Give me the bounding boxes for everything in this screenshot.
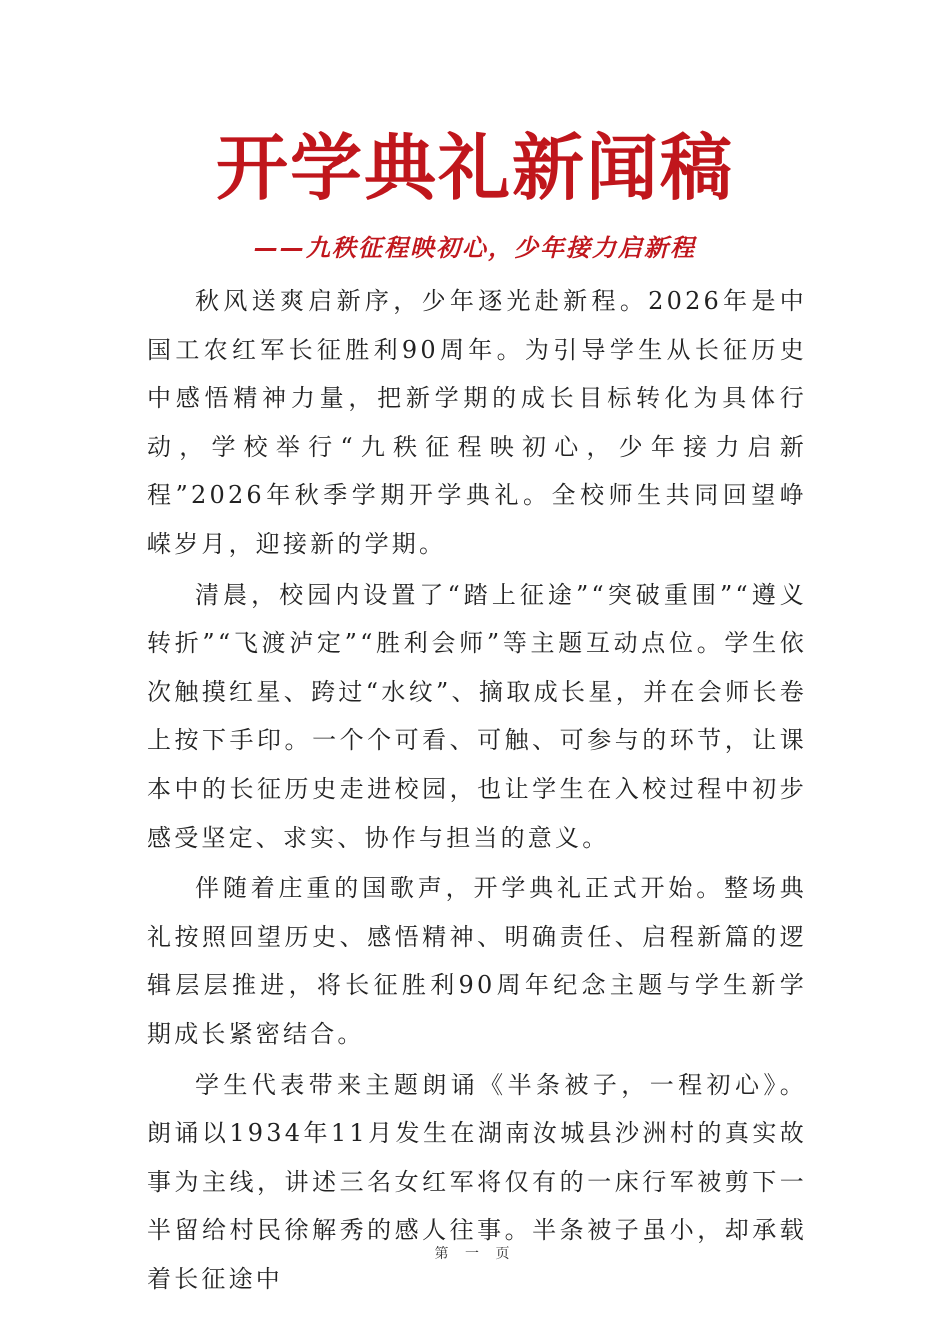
article-body: [147, 277, 807, 1303]
paragraph-4: 学生代表带来主题朗诵《半条被子，一程初心》。朗诵以1934年11月发生在湖南汝城县沙洲村的真实故事为主线，讲述三名女红军将仅有的一床行军被剪下一半留给村民徐解秀的感人往事。半条被子虽小，却承载着长征途中: [147, 1070, 807, 1293]
paragraph-1: 秋风送爽启新序，少年逐光赴新程。2026年是中国工农红军长征胜利90周年。为引导学生从长征历史中感悟精神力量，把新学期的成长目标转化为具体行动，学校举行“九秩征程映初心，少年接力启新程”2026年秋季学期开学典礼。全校师生共同回望峥嵘岁月，迎接新的学期。: [147, 287, 807, 558]
page-subtitle: ——九秩征程映初心，少年接力启新程: [254, 234, 696, 262]
paragraph-3: 伴随着庄重的国歌声，开学典礼正式开始。整场典礼按照回望历史、感悟精神、明确责任、启程新篇的逻辑层层推进，将长征胜利90周年纪念主题与学生新学期成长紧密结合。: [147, 874, 807, 1048]
page-number: 第 一 页: [434, 1246, 516, 1262]
paragraph-2: 清晨，校园内设置了“踏上征途”“突破重围”“遵义转折”“飞渡泸定”“胜利会师”等主题互动点位。学生依次触摸红星、跨过“水纹”、摘取成长星，并在会师长卷上按下手印。一个个可看、可触、可参与的环节，让课本中的长征历史走进校园，也让学生在入校过程中初步感受坚定、求实、协作与担当的意义。: [147, 580, 807, 852]
page-title: 开学典礼新闻稿: [215, 125, 734, 210]
